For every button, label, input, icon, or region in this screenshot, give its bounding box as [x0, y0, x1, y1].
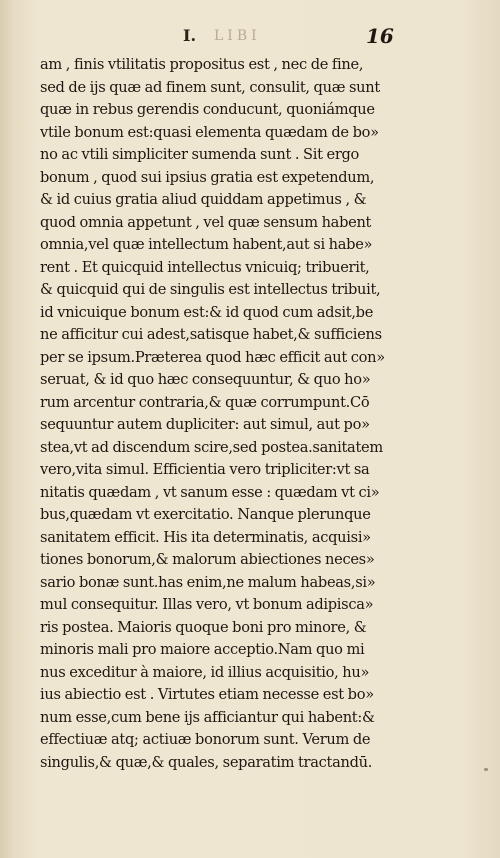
text-line: ne afficitur cui adest,satisque habet,& sufficiens — [40, 326, 382, 343]
text-line: nus exceditur à maiore, id illius acquisitio, hu» — [40, 663, 370, 681]
text-line: am , finis vtilitatis propositus est , nec de fine, — [40, 56, 364, 73]
body-text — [40, 54, 400, 774]
text-line: quod omnia appetunt , vel quæ sensum habent — [40, 213, 372, 231]
text-line: & id cuius gratia aliud quiddam appetimus , & — [40, 191, 367, 208]
text-line: per se ipsum.Præterea quod hæc efficit aut con» — [40, 348, 385, 366]
text-line: id vnicuique bonum est:& id quod cum adsit,be — [40, 303, 374, 321]
page-number: 16 — [366, 24, 394, 48]
text-line: quæ in rebus gerendis conducunt, quoniámque — [40, 101, 375, 118]
text-line: num esse,cum bene ijs afficiantur qui habent:& — [40, 708, 375, 726]
text-line: stea,vt ad discendum scire,sed postea.sanitatem — [40, 438, 383, 456]
text-line: tiones bonorum,& malorum abiectiones neces» — [40, 551, 375, 568]
running-head: LIBI — [214, 28, 261, 44]
text-line: rum arcentur contraria,& quæ corrumpunt.Cō — [40, 393, 370, 411]
text-line: bonum , quod sui ipsius gratia est expetendum, — [40, 168, 375, 186]
text-line: minoris mali pro maiore acceptio.Nam quo mi — [40, 641, 365, 658]
text-line: sed de ijs quæ ad finem sunt, consulit, quæ sunt — [40, 78, 380, 96]
text-line: rent . Et quicquid intellectus vnicuiq; tribuerit, — [40, 258, 370, 276]
text-line: sequuntur autem dupliciter: aut simul, aut po» — [40, 416, 370, 433]
text-line: seruat, & id quo hæc consequuntur, & quo ho» — [40, 371, 371, 388]
text-line: sanitatem efficit. His ita determinatis, acquisi» — [40, 528, 371, 546]
text-line: bus,quædam vt exercitatio. Nanque plerunque — [40, 506, 371, 523]
text-line: omnia,vel quæ intellectum habent,aut si habe» — [40, 236, 373, 253]
text-line: & quicquid qui de singulis est intellectus tribuit, — [40, 281, 381, 298]
text-line: vtile bonum est:quasi elementa quædam de bo» — [40, 123, 379, 141]
text-line: nitatis quædam , vt sanum esse : quædam vt ci» — [40, 483, 380, 501]
text-line: ius abiectio est . Virtutes etiam necesse est bo» — [40, 686, 374, 703]
text-line: mul consequitur. Illas vero, vt bonum adipisca» — [40, 596, 374, 613]
signature-mark: I. — [183, 26, 197, 45]
text-line: singulis,& quæ,& quales, separatim tractandū. — [40, 753, 373, 771]
text-line: vero,vita simul. Efficientia vero tripliciter:vt sa — [40, 461, 370, 478]
text-line: no ac vtili simpliciter sumenda sunt . Sit ergo — [40, 146, 360, 163]
page-header — [0, 26, 500, 52]
text-line: ris postea. Maioris quoque boni pro minore, & — [40, 618, 367, 636]
text-line: sario bonæ sunt.has enim,ne malum habeas,si» — [40, 573, 376, 591]
text-line: effectiuæ atq; actiuæ bonorum sunt. Verum de — [40, 731, 371, 748]
paper-blemish — [484, 768, 488, 771]
